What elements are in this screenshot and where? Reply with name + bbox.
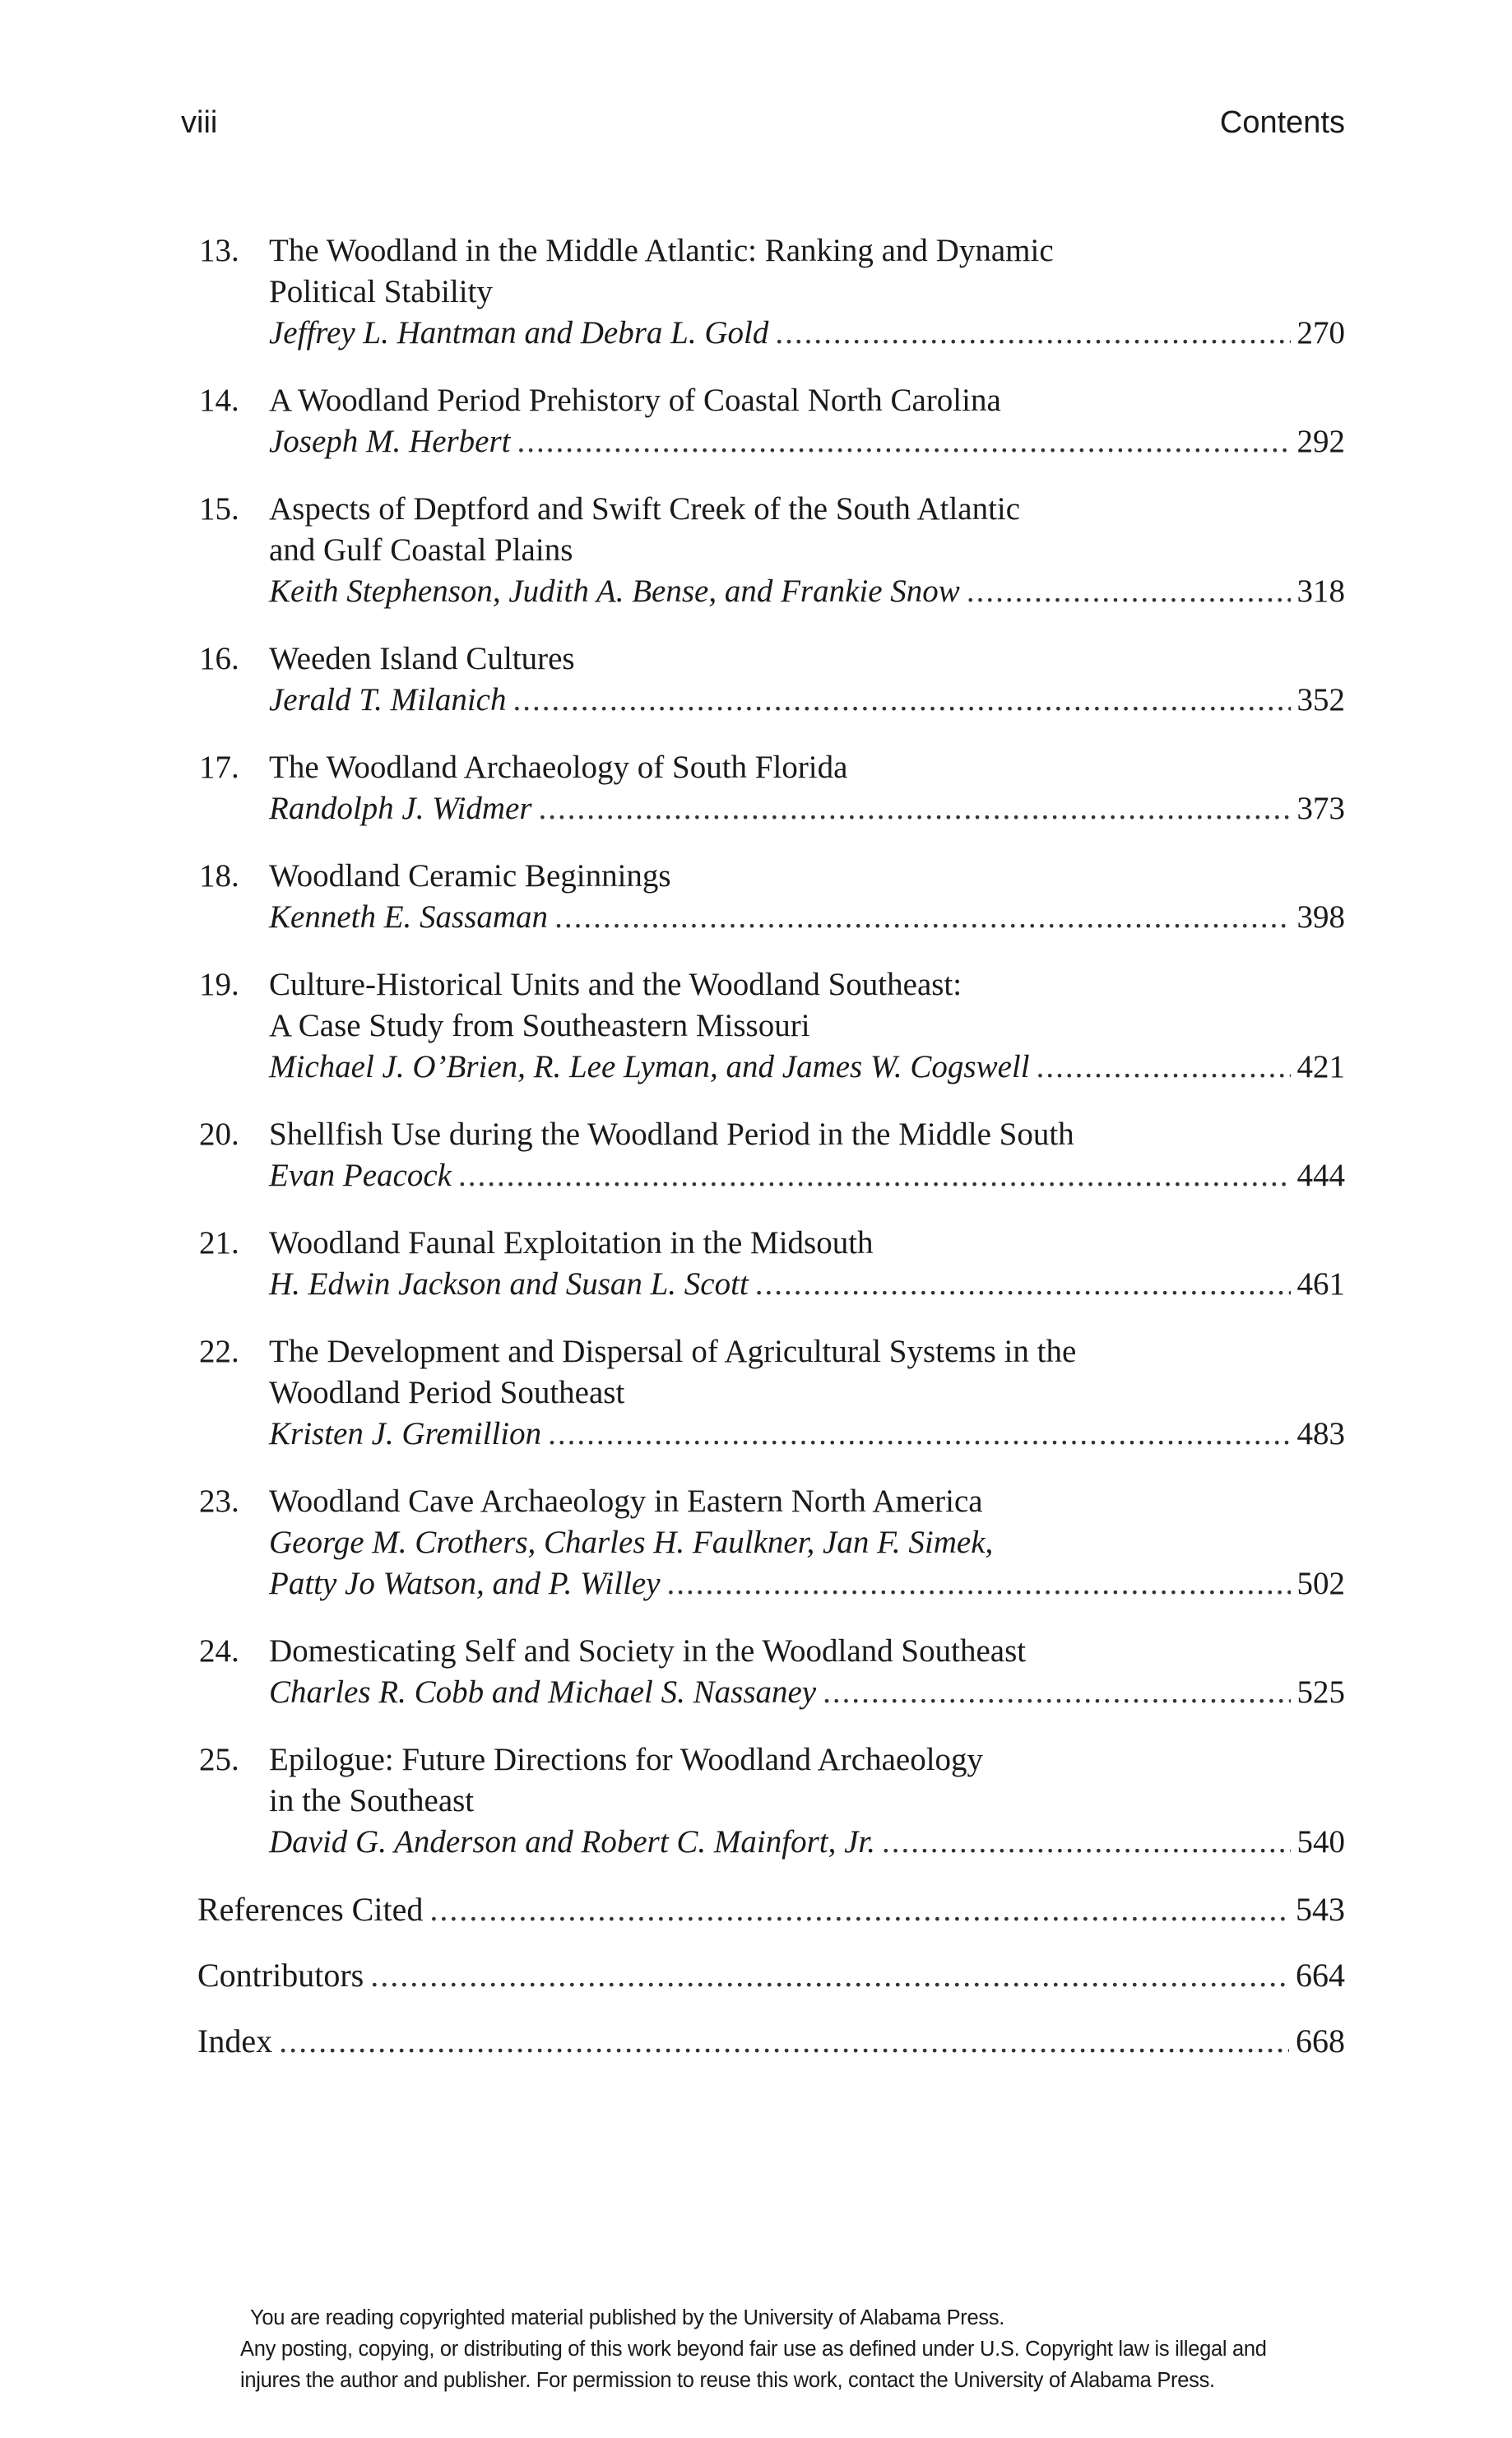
dot-leader — [967, 571, 1291, 612]
chapter-number: 24. — [199, 1633, 239, 1669]
author-leader-line — [269, 1155, 1345, 1196]
entry-body — [269, 747, 1345, 829]
chapter-authors: Kenneth E. Sassaman — [269, 899, 549, 935]
chapter-number: 22. — [199, 1334, 239, 1369]
chapter-number: 18. — [199, 858, 239, 894]
author-leader-line — [269, 680, 1345, 721]
toc-entry[interactable] — [199, 1114, 1345, 1196]
chapter-title: Political Stability — [269, 274, 493, 309]
chapter-title: Aspects of Deptford and Swift Creek of the South Atlantic — [269, 491, 1021, 527]
chapter-title: Epilogue: Future Directions for Woodland Archaeology — [269, 1742, 984, 1777]
toc-entry[interactable] — [199, 230, 1345, 354]
author-leader-line — [269, 421, 1345, 462]
page-ref: 352 — [1296, 682, 1345, 717]
dot-leader — [539, 788, 1291, 829]
page-ref: 540 — [1296, 1824, 1345, 1860]
chapter-title: The Woodland in the Middle Atlantic: Ranking and Dynamic — [269, 233, 1054, 268]
entry-body — [269, 1114, 1345, 1196]
toc-entry[interactable] — [199, 639, 1345, 721]
page-ref: 318 — [1296, 574, 1345, 609]
entry-body — [269, 230, 1345, 354]
entry-body — [269, 964, 1345, 1088]
entry-body — [269, 1223, 1345, 1305]
page-ref: 398 — [1296, 899, 1345, 935]
toc-entry[interactable] — [199, 489, 1345, 612]
page-ref: 373 — [1296, 791, 1345, 826]
chapter-title: Culture-Historical Units and the Woodland Southeast: — [269, 967, 962, 1002]
entry-body — [269, 639, 1345, 721]
author-leader-line — [269, 313, 1345, 354]
dot-leader — [513, 680, 1290, 721]
chapter-number: 16. — [199, 641, 239, 676]
copyright-notice — [240, 2302, 1392, 2396]
toc-entry[interactable] — [199, 856, 1345, 938]
table-of-contents — [199, 230, 1345, 2087]
page-ref: 421 — [1296, 1049, 1345, 1084]
page-ref: 444 — [1296, 1158, 1345, 1193]
author-leader-line — [269, 1672, 1345, 1713]
entry-body — [269, 1631, 1345, 1713]
backmatter-entry[interactable] — [197, 1955, 1345, 1996]
toc-entry[interactable] — [199, 1223, 1345, 1305]
chapter-title: and Gulf Coastal Plains — [269, 532, 573, 568]
copyright-line-1: You are reading copyrighted material published by the University of Alabama Press. — [250, 2306, 1005, 2329]
chapter-title: Woodland Period Southeast — [269, 1375, 625, 1410]
author-leader-line — [269, 1264, 1345, 1305]
chapter-number: 17. — [199, 750, 239, 785]
chapter-authors: Evan Peacock — [269, 1158, 452, 1193]
chapter-title: Woodland Cave Archaeology in Eastern North America — [269, 1484, 983, 1519]
chapter-authors: Jeffrey L. Hantman and Debra L. Gold — [269, 315, 769, 351]
entry-body — [269, 489, 1345, 612]
chapter-authors: George M. Crothers, Charles H. Faulkner, Jan F. Simek, — [269, 1525, 994, 1560]
entry-body — [269, 1481, 1345, 1604]
chapter-title: Woodland Ceramic Beginnings — [269, 858, 671, 894]
dot-leader — [458, 1155, 1291, 1196]
dot-leader — [429, 1889, 1289, 1930]
entry-body — [269, 1331, 1345, 1455]
chapter-authors: H. Edwin Jackson and Susan L. Scott — [269, 1266, 749, 1302]
chapter-number: 19. — [199, 967, 239, 1002]
backmatter-label: References Cited — [197, 1891, 424, 1928]
entry-body — [269, 856, 1345, 938]
chapter-authors: Jerald T. Milanich — [269, 682, 507, 717]
chapter-title: Shellfish Use during the Woodland Period in the Middle South — [269, 1117, 1074, 1152]
author-leader-line — [269, 571, 1345, 612]
chapter-authors: Patty Jo Watson, and P. Willey — [269, 1566, 661, 1601]
chapter-number: 15. — [199, 491, 239, 527]
page-ref: 502 — [1296, 1566, 1345, 1601]
dot-leader — [667, 1563, 1291, 1604]
toc-entry[interactable] — [199, 964, 1345, 1088]
chapter-authors: Kristen J. Gremillion — [269, 1416, 542, 1451]
page-ref: 461 — [1296, 1266, 1345, 1302]
page-ref: 525 — [1296, 1674, 1345, 1710]
dot-leader — [554, 897, 1290, 938]
chapter-title: The Woodland Archaeology of South Florida — [269, 750, 848, 785]
backmatter-label: Index — [197, 2022, 273, 2060]
chapter-title: Domesticating Self and Society in the Woodland Southeast — [269, 1633, 1027, 1669]
chapter-number: 20. — [199, 1117, 239, 1152]
chapter-title: Woodland Faunal Exploitation in the Midsouth — [269, 1225, 874, 1261]
page-ref: 292 — [1296, 424, 1345, 459]
running-title: Contents — [1219, 105, 1345, 140]
dot-leader — [882, 1822, 1290, 1863]
dot-leader — [1037, 1047, 1291, 1088]
chapter-authors: David G. Anderson and Robert C. Mainfort, Jr. — [269, 1824, 876, 1860]
toc-entry[interactable] — [199, 747, 1345, 829]
chapter-number: 23. — [199, 1484, 239, 1519]
copyright-line-3: injures the author and publisher. For permission to reuse this work, contact the University of Alabama Press. — [240, 2369, 1215, 2392]
page-number: viii — [181, 105, 218, 140]
chapter-title: A Case Study from Southeastern Missouri — [269, 1008, 810, 1043]
backmatter-label: Contributors — [197, 1957, 364, 1994]
author-leader-line — [269, 1414, 1345, 1455]
page-ref: 483 — [1296, 1416, 1345, 1451]
page-ref: 270 — [1296, 315, 1345, 351]
author-leader-line — [269, 788, 1345, 829]
toc-entry[interactable] — [199, 380, 1345, 462]
dot-leader — [755, 1264, 1291, 1305]
dot-leader — [370, 1955, 1289, 1996]
toc-entry[interactable] — [199, 1331, 1345, 1455]
backmatter-list — [199, 1889, 1345, 2062]
dot-leader — [548, 1414, 1290, 1455]
author-leader-line — [269, 1563, 1345, 1604]
chapter-authors: Joseph M. Herbert — [269, 424, 511, 459]
chapter-number: 13. — [199, 233, 239, 268]
chapter-title: A Woodland Period Prehistory of Coastal North Carolina — [269, 383, 1001, 418]
page-ref: 664 — [1296, 1957, 1345, 1994]
dot-leader — [775, 313, 1290, 354]
chapter-number: 14. — [199, 383, 239, 418]
chapter-title: Weeden Island Cultures — [269, 641, 575, 676]
chapter-authors: Charles R. Cobb and Michael S. Nassaney — [269, 1674, 817, 1710]
toc-entry[interactable] — [199, 1481, 1345, 1604]
backmatter-entry[interactable] — [197, 1889, 1345, 1930]
chapter-title: in the Southeast — [269, 1783, 475, 1818]
chapter-number: 21. — [199, 1225, 239, 1261]
copyright-line-2: Any posting, copying, or distributing of this work beyond fair use as defined under U.S. Copyright law is illegal and — [240, 2338, 1267, 2361]
chapter-title: The Development and Dispersal of Agricultural Systems in the — [269, 1334, 1077, 1369]
author-leader-line — [269, 1822, 1345, 1863]
author-leader-line — [269, 1047, 1345, 1088]
page-ref: 668 — [1296, 2022, 1345, 2060]
dot-leader — [823, 1672, 1290, 1713]
toc-entry[interactable] — [199, 1739, 1345, 1863]
entry-body — [269, 380, 1345, 462]
backmatter-entry[interactable] — [197, 2021, 1345, 2062]
dot-leader — [517, 421, 1291, 462]
chapter-number: 25. — [199, 1742, 239, 1777]
page-header — [181, 105, 1345, 155]
chapter-authors: Michael J. O’Brien, R. Lee Lyman, and James W. Cogswell — [269, 1049, 1030, 1084]
toc-entry[interactable] — [199, 1631, 1345, 1713]
author-leader-line — [269, 897, 1345, 938]
dot-leader — [279, 2021, 1289, 2062]
chapter-list — [199, 230, 1345, 1863]
chapter-authors: Keith Stephenson, Judith A. Bense, and Frankie Snow — [269, 574, 960, 609]
page-ref: 543 — [1296, 1891, 1345, 1928]
entry-body — [269, 1739, 1345, 1863]
chapter-authors: Randolph J. Widmer — [269, 791, 532, 826]
